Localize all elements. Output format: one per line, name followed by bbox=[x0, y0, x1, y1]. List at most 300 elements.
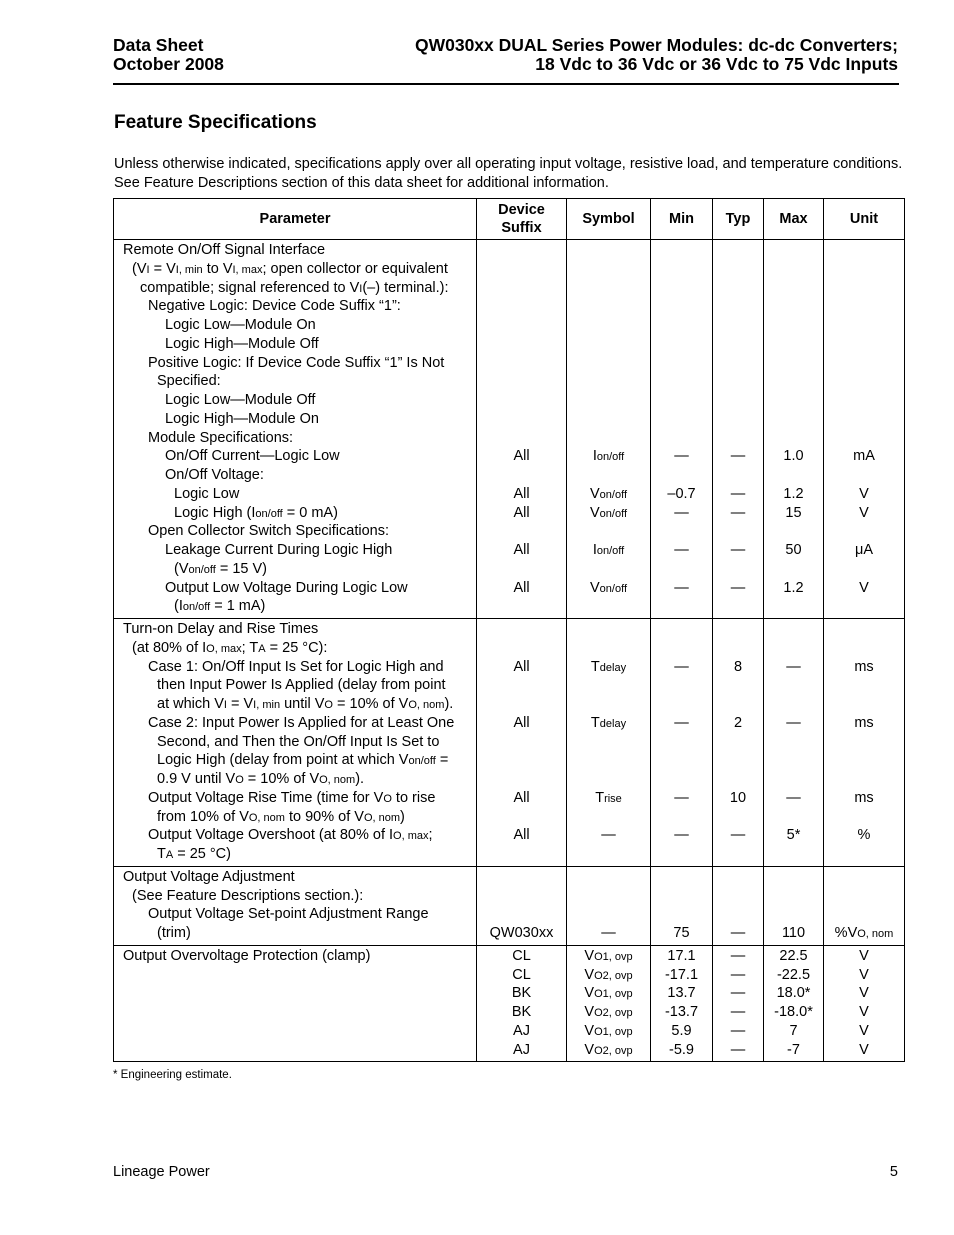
parameter-line bbox=[123, 447, 476, 466]
unit-line bbox=[824, 447, 904, 466]
symbol-line bbox=[567, 905, 650, 924]
subscript-text: O, nom bbox=[248, 811, 285, 824]
parameter-line bbox=[123, 868, 476, 887]
suffix-value bbox=[477, 297, 566, 316]
suffix-value bbox=[477, 845, 566, 864]
parameter-line bbox=[123, 751, 476, 770]
unit-line bbox=[824, 579, 904, 598]
typ-value: — bbox=[730, 947, 746, 964]
text-segment: V bbox=[859, 1022, 869, 1039]
subscript-text: O2, ovp bbox=[594, 1044, 633, 1057]
symbol-line bbox=[567, 1003, 650, 1022]
min-value bbox=[651, 354, 712, 373]
text-segment: to V bbox=[202, 260, 233, 277]
text-segment: Second, and Then the On/Off Input Is Set to bbox=[157, 733, 440, 750]
symbol-line bbox=[567, 639, 650, 658]
max-value bbox=[764, 429, 823, 448]
symbol-line bbox=[567, 260, 650, 279]
symbol-line bbox=[567, 676, 650, 695]
max-value: -7 bbox=[787, 1041, 800, 1058]
typ-value bbox=[713, 695, 763, 714]
min-value bbox=[651, 770, 712, 789]
min-value bbox=[651, 241, 712, 260]
text-segment: = 10% of V bbox=[332, 696, 409, 712]
min-value bbox=[651, 297, 712, 316]
min-value bbox=[651, 905, 712, 924]
parameter-line bbox=[123, 579, 476, 598]
text-segment: ms bbox=[854, 714, 874, 731]
parameter-line bbox=[123, 695, 476, 714]
min-value: 13.7 bbox=[667, 985, 696, 1002]
unit-line bbox=[824, 335, 904, 354]
typ-cell bbox=[713, 866, 764, 945]
suffix-value bbox=[477, 620, 566, 639]
unit-line bbox=[824, 966, 904, 985]
typ-value bbox=[713, 868, 763, 887]
symbol-line bbox=[567, 466, 650, 485]
text-segment: V bbox=[584, 985, 595, 1002]
symbol-cell bbox=[567, 619, 651, 867]
text-segment: ). bbox=[355, 771, 365, 787]
text-segment: T bbox=[590, 658, 600, 675]
text-segment: T bbox=[590, 714, 600, 731]
min-value: — bbox=[674, 448, 689, 465]
subscript-text: O, nom bbox=[857, 928, 894, 940]
parameter-cell bbox=[114, 619, 477, 867]
max-value: — bbox=[786, 789, 801, 806]
parameter-line bbox=[123, 905, 476, 924]
symbol-line bbox=[567, 714, 650, 733]
spec-row bbox=[114, 945, 905, 1062]
min-value bbox=[651, 279, 712, 298]
text-segment: (See Feature Descriptions section.): bbox=[132, 887, 364, 904]
max-value bbox=[764, 335, 823, 354]
symbol-line bbox=[567, 620, 650, 639]
symbol-line bbox=[567, 579, 650, 598]
parameter-line bbox=[123, 639, 476, 658]
min-value: — bbox=[674, 789, 689, 806]
max-value bbox=[764, 639, 823, 658]
typ-value bbox=[713, 260, 763, 279]
max-value: 15 bbox=[785, 504, 802, 521]
typ-value bbox=[713, 597, 763, 616]
doc-type: Data Sheet bbox=[113, 35, 204, 55]
typ-value bbox=[713, 372, 763, 391]
header-max: Max bbox=[764, 199, 824, 240]
typ-value bbox=[713, 560, 763, 579]
parameter-line bbox=[123, 770, 476, 789]
min-value: 17.1 bbox=[667, 947, 696, 964]
unit-line bbox=[824, 808, 904, 827]
suffix-value bbox=[477, 410, 566, 429]
max-value: 1.2 bbox=[783, 579, 804, 596]
parameter-line bbox=[123, 924, 476, 943]
text-segment: (V bbox=[132, 260, 147, 277]
parameter-line bbox=[123, 1022, 476, 1041]
symbol-line bbox=[567, 733, 650, 752]
header-left bbox=[113, 36, 224, 74]
parameter-cell bbox=[114, 945, 477, 1062]
suffix-value: All bbox=[513, 827, 530, 844]
unit-line bbox=[824, 391, 904, 410]
header-rule bbox=[113, 83, 899, 85]
text-segment: V bbox=[590, 579, 600, 596]
typ-value bbox=[713, 429, 763, 448]
text-segment: %V bbox=[834, 925, 858, 941]
parameter-line bbox=[123, 504, 476, 523]
text-segment: mA bbox=[853, 448, 875, 465]
text-segment: then Input Power Is Applied (delay from point bbox=[157, 677, 446, 694]
unit-cell bbox=[824, 619, 905, 867]
text-segment: at which V bbox=[157, 696, 224, 712]
min-value bbox=[651, 676, 712, 695]
suffix-cell bbox=[477, 866, 567, 945]
text-segment: ; bbox=[428, 827, 433, 844]
subscript-text: on/off bbox=[188, 563, 216, 576]
parameter-line bbox=[123, 808, 476, 827]
unit-line bbox=[824, 354, 904, 373]
text-segment: V bbox=[859, 1041, 869, 1058]
parameter-line bbox=[123, 560, 476, 579]
max-value bbox=[764, 410, 823, 429]
symbol-line bbox=[567, 966, 650, 985]
parameter-line bbox=[123, 260, 476, 279]
min-value: -13.7 bbox=[664, 1004, 699, 1020]
typ-value bbox=[713, 522, 763, 541]
unit-line bbox=[824, 522, 904, 541]
typ-value bbox=[713, 279, 763, 298]
suffix-value bbox=[477, 316, 566, 335]
subscript-text: on/off bbox=[255, 507, 283, 520]
parameter-line bbox=[123, 1003, 476, 1022]
parameter-line bbox=[123, 410, 476, 429]
typ-value bbox=[713, 316, 763, 335]
subscript-text: I bbox=[146, 263, 150, 276]
suffix-value bbox=[477, 391, 566, 410]
suffix-value bbox=[477, 260, 566, 279]
min-value bbox=[651, 372, 712, 391]
max-value bbox=[764, 260, 823, 279]
table-body bbox=[114, 240, 905, 1062]
typ-value bbox=[713, 354, 763, 373]
parameter-line bbox=[123, 372, 476, 391]
typ-value bbox=[713, 335, 763, 354]
typ-value: — bbox=[730, 925, 746, 941]
symbol-line bbox=[567, 560, 650, 579]
subscript-text: on/off bbox=[599, 507, 627, 520]
unit-line bbox=[824, 316, 904, 335]
header-parameter: Parameter bbox=[114, 199, 477, 240]
typ-value bbox=[713, 676, 763, 695]
text-segment: ms bbox=[854, 658, 874, 675]
typ-value: 2 bbox=[733, 714, 743, 731]
min-value: -17.1 bbox=[664, 966, 699, 983]
min-value: 5.9 bbox=[671, 1022, 692, 1039]
text-segment: Case 2: Input Power Is Applied for at Least One bbox=[148, 714, 455, 731]
symbol-line bbox=[567, 845, 650, 864]
max-value: 110 bbox=[781, 925, 806, 941]
typ-value bbox=[713, 770, 763, 789]
text-segment: V bbox=[859, 1004, 869, 1020]
typ-value bbox=[713, 845, 763, 864]
subscript-text: O, nom bbox=[363, 811, 401, 824]
text-segment: = 1 mA) bbox=[210, 598, 266, 615]
text-segment: V bbox=[584, 1022, 595, 1039]
min-value: — bbox=[674, 504, 689, 521]
unit-line bbox=[824, 279, 904, 298]
subscript-text: rise bbox=[604, 792, 622, 805]
text-segment: = V bbox=[149, 260, 176, 277]
typ-value: — bbox=[730, 966, 746, 983]
typ-value bbox=[713, 733, 763, 752]
min-value bbox=[651, 560, 712, 579]
min-value bbox=[651, 410, 712, 429]
text-segment: until V bbox=[280, 696, 325, 712]
text-segment: Logic Low—Module Off bbox=[165, 392, 316, 408]
max-value: 18.0* bbox=[776, 985, 811, 1002]
subscript-text: A bbox=[258, 642, 266, 655]
text-segment: V bbox=[590, 504, 600, 521]
symbol-line bbox=[567, 372, 650, 391]
footer-page-number: 5 bbox=[889, 1164, 898, 1180]
unit-line bbox=[824, 845, 904, 864]
typ-value bbox=[713, 808, 763, 827]
suffix-value: All bbox=[513, 789, 530, 806]
max-value bbox=[764, 279, 823, 298]
min-value: — bbox=[674, 827, 689, 844]
max-value bbox=[764, 241, 823, 260]
subscript-text: O2, ovp bbox=[594, 1007, 633, 1019]
text-segment: Remote On/Off Signal Interface bbox=[123, 242, 326, 258]
suffix-value bbox=[477, 241, 566, 260]
suffix-value bbox=[477, 597, 566, 616]
text-segment: ; open collector or equivalent bbox=[262, 260, 448, 277]
symbol-line bbox=[567, 410, 650, 429]
text-segment: V bbox=[859, 947, 869, 964]
max-value bbox=[764, 868, 823, 887]
parameter-line bbox=[123, 354, 476, 373]
unit-line bbox=[824, 905, 904, 924]
symbol-line bbox=[567, 924, 650, 943]
subscript-text: O2, ovp bbox=[594, 969, 633, 982]
suffix-value bbox=[477, 695, 566, 714]
unit-line bbox=[824, 485, 904, 504]
typ-value: — bbox=[730, 985, 746, 1002]
unit-line bbox=[824, 639, 904, 658]
unit-line bbox=[824, 297, 904, 316]
symbol-line bbox=[567, 658, 650, 677]
header-min: Min bbox=[651, 199, 713, 240]
feature-spec-table bbox=[113, 198, 905, 1062]
parameter-line bbox=[123, 733, 476, 752]
symbol-line bbox=[567, 316, 650, 335]
header-unit: Unit bbox=[824, 199, 905, 240]
suffix-value bbox=[477, 905, 566, 924]
parameter-line bbox=[123, 522, 476, 541]
suffix-value bbox=[477, 868, 566, 887]
text-segment: Logic High (delay from point at which V bbox=[157, 752, 409, 769]
suffix-value: All bbox=[513, 504, 530, 521]
min-value: — bbox=[674, 714, 689, 731]
subscript-text: O1, ovp bbox=[594, 988, 633, 1001]
suffix-value: All bbox=[513, 579, 530, 596]
unit-line bbox=[824, 541, 904, 560]
suffix-value: CL bbox=[512, 966, 531, 983]
min-value bbox=[651, 751, 712, 770]
text-segment: % bbox=[857, 827, 871, 844]
typ-cell bbox=[713, 619, 764, 867]
symbol-line bbox=[567, 541, 650, 560]
min-cell bbox=[651, 619, 713, 867]
max-value: 1.2 bbox=[783, 485, 804, 502]
max-value: -22.5 bbox=[776, 966, 811, 983]
symbol-line bbox=[567, 335, 650, 354]
max-value bbox=[764, 845, 823, 864]
suffix-value: All bbox=[513, 448, 530, 465]
typ-value: — bbox=[730, 542, 746, 558]
subscript-text: on/off bbox=[596, 451, 625, 464]
suffix-value bbox=[477, 808, 566, 827]
text-segment: to 90% of V bbox=[284, 808, 364, 825]
text-segment: Specified: bbox=[157, 373, 221, 390]
text-segment: V bbox=[584, 947, 595, 964]
unit-line bbox=[824, 733, 904, 752]
min-value: — bbox=[674, 542, 689, 558]
unit-line bbox=[824, 770, 904, 789]
max-value: 1.0 bbox=[783, 448, 804, 465]
symbol-line bbox=[567, 751, 650, 770]
min-value bbox=[651, 695, 712, 714]
text-segment: (trim) bbox=[157, 925, 191, 941]
typ-value bbox=[713, 466, 763, 485]
header-symbol: Symbol bbox=[567, 199, 651, 240]
unit-line bbox=[824, 695, 904, 714]
suffix-value bbox=[477, 279, 566, 298]
symbol-line bbox=[567, 789, 650, 808]
parameter-cell bbox=[114, 240, 477, 619]
min-value bbox=[651, 429, 712, 448]
table-header-row bbox=[114, 199, 905, 240]
subscript-text: O, max bbox=[206, 642, 242, 655]
parameter-line bbox=[123, 297, 476, 316]
suffix-cell bbox=[477, 240, 567, 619]
min-value bbox=[651, 733, 712, 752]
subscript-text: O bbox=[324, 699, 333, 711]
subscript-text: on/off bbox=[596, 545, 625, 557]
parameter-line bbox=[123, 241, 476, 260]
unit-line bbox=[824, 372, 904, 391]
parameter-line bbox=[123, 966, 476, 985]
symbol-line bbox=[567, 504, 650, 523]
max-cell bbox=[764, 945, 824, 1062]
subscript-text: on/off bbox=[408, 755, 436, 768]
subscript-text: on/off bbox=[182, 601, 211, 614]
text-segment: On/Off Current—Logic Low bbox=[165, 448, 340, 465]
max-value bbox=[764, 297, 823, 316]
typ-value: 10 bbox=[729, 789, 747, 806]
subscript-text: O, nom bbox=[408, 699, 445, 711]
suffix-value: AJ bbox=[513, 1022, 530, 1039]
typ-value bbox=[713, 241, 763, 260]
min-value: –0.7 bbox=[667, 485, 696, 502]
suffix-value: AJ bbox=[513, 1041, 530, 1058]
unit-line bbox=[824, 466, 904, 485]
max-value bbox=[764, 560, 823, 579]
max-cell bbox=[764, 240, 824, 619]
typ-value: 8 bbox=[733, 658, 743, 675]
text-segment: Logic Low bbox=[174, 485, 240, 502]
parameter-line bbox=[123, 984, 476, 1003]
symbol-line bbox=[567, 297, 650, 316]
text-segment: ; T bbox=[241, 639, 259, 656]
unit-line bbox=[824, 887, 904, 906]
suffix-value: All bbox=[513, 658, 530, 675]
typ-value bbox=[713, 905, 763, 924]
parameter-line bbox=[123, 466, 476, 485]
min-value bbox=[651, 808, 712, 827]
text-segment: ms bbox=[854, 789, 874, 806]
doc-title-line1: QW030xx DUAL Series Power Modules: dc-dc Converters; bbox=[414, 35, 898, 55]
suffix-value bbox=[477, 751, 566, 770]
header-typ: Typ bbox=[713, 199, 764, 240]
parameter-line bbox=[123, 316, 476, 335]
doc-date: October 2008 bbox=[113, 54, 224, 74]
symbol-cell bbox=[567, 945, 651, 1062]
min-value: — bbox=[674, 658, 689, 675]
max-value bbox=[764, 391, 823, 410]
unit-line bbox=[824, 984, 904, 1003]
symbol-line bbox=[567, 808, 650, 827]
typ-value bbox=[713, 620, 763, 639]
suffix-value bbox=[477, 522, 566, 541]
symbol-line bbox=[567, 391, 650, 410]
parameter-line bbox=[123, 1041, 476, 1060]
subscript-text: O1, ovp bbox=[594, 1025, 633, 1038]
max-value bbox=[764, 808, 823, 827]
suffix-value bbox=[477, 354, 566, 373]
parameter-line bbox=[123, 826, 476, 845]
text-segment: from 10% of V bbox=[157, 808, 249, 825]
typ-value bbox=[713, 751, 763, 770]
text-segment: V bbox=[859, 504, 869, 521]
parameter-line bbox=[123, 714, 476, 733]
max-value bbox=[764, 905, 823, 924]
min-value bbox=[651, 597, 712, 616]
max-value bbox=[764, 887, 823, 906]
typ-value: — bbox=[730, 1004, 746, 1020]
unit-cell bbox=[824, 240, 905, 619]
suffix-value bbox=[477, 639, 566, 658]
subscript-text: A bbox=[165, 849, 174, 861]
symbol-line bbox=[567, 354, 650, 373]
unit-line bbox=[824, 751, 904, 770]
min-value: — bbox=[674, 579, 689, 596]
text-segment: = 25 °C) bbox=[173, 846, 231, 862]
text-segment: Leakage Current During Logic High bbox=[165, 542, 393, 558]
suffix-value: CL bbox=[512, 947, 531, 964]
min-value bbox=[651, 466, 712, 485]
unit-line bbox=[824, 410, 904, 429]
text-segment: Output Low Voltage During Logic Low bbox=[165, 579, 408, 596]
doc-title-line2: 18 Vdc to 36 Vdc or 36 Vdc to 75 Vdc Inputs bbox=[535, 54, 898, 74]
typ-value bbox=[713, 639, 763, 658]
footer-company: Lineage Power bbox=[113, 1164, 210, 1180]
text-segment: Output Voltage Overshoot (at 80% of I bbox=[148, 827, 394, 844]
text-segment: Output Overvoltage Protection (clamp) bbox=[123, 947, 371, 964]
typ-value: — bbox=[730, 504, 746, 521]
text-segment: Logic Low—Module On bbox=[165, 317, 316, 333]
suffix-cell bbox=[477, 619, 567, 867]
